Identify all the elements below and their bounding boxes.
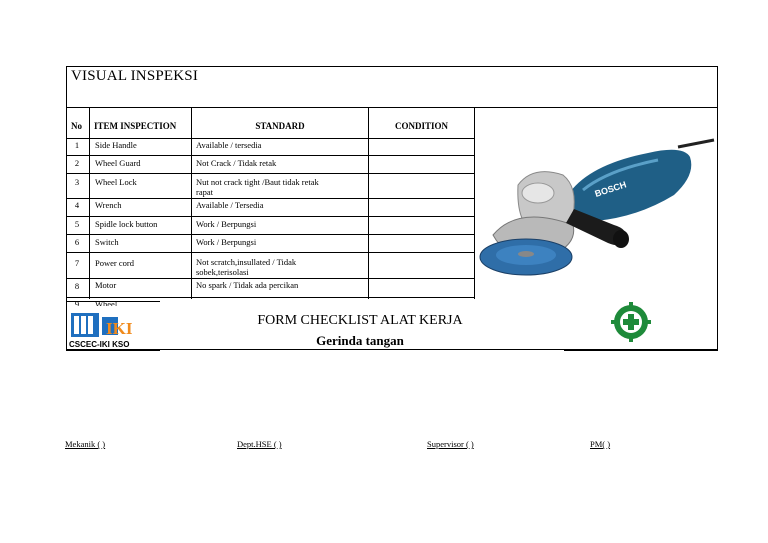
- signature-hse: Dept.HSE ( ): [237, 439, 282, 449]
- logo-top-rule: [66, 301, 160, 302]
- row-standard: Available / Tersedia: [196, 200, 264, 210]
- logo-bottom-rule: [66, 350, 160, 351]
- row-rule: [66, 252, 474, 253]
- form-subtitle: Gerinda tangan: [316, 333, 404, 348]
- col-rule: [474, 107, 475, 299]
- signature-pm: PM( ): [590, 439, 611, 449]
- row-item: Switch: [95, 237, 119, 247]
- row-standard: Work / Berpungsi: [196, 219, 257, 229]
- row-item: Wheel Guard: [95, 158, 141, 168]
- safety-cross-icon: [611, 302, 651, 342]
- table-top-rule: [66, 107, 718, 108]
- col-rule: [368, 107, 369, 299]
- row-rule: [66, 173, 474, 174]
- header-rule: [66, 138, 474, 139]
- right-bottom-rule: [564, 350, 718, 351]
- svg-text:IKI: IKI: [106, 319, 133, 338]
- svg-text:BOSCH: BOSCH: [593, 179, 628, 199]
- row-item: Side Handle: [95, 140, 137, 150]
- row-item: Power cord: [95, 258, 134, 268]
- row-number: 7: [74, 258, 80, 268]
- col-rule: [191, 107, 192, 299]
- form-title: FORM CHECKLIST ALAT KERJA: [257, 313, 463, 328]
- row-number: 2: [74, 158, 80, 168]
- row-rule: [66, 198, 474, 199]
- header-no: No: [71, 121, 82, 131]
- row-item: Wheel Lock: [95, 177, 137, 187]
- row-item: Motor: [95, 280, 117, 290]
- row-number: 4: [74, 200, 80, 210]
- row-standard: Work / Berpungsi: [196, 237, 257, 247]
- company-name: CSCEC-IKI KSO: [69, 340, 130, 349]
- angle-grinder-image: [478, 135, 716, 285]
- row-standard: Nut not crack tight /Baut tidak retak rapat: [196, 177, 319, 197]
- row-standard: No spark / Tidak ada percikan: [196, 280, 299, 290]
- row-standard: Available / tersedia: [196, 140, 262, 150]
- header-condition: CONDITION: [394, 121, 448, 131]
- row-number: 1: [74, 140, 80, 150]
- row-number: 8: [74, 281, 80, 291]
- col-rule: [89, 107, 90, 299]
- row-standard: Not Crack / Tidak retak: [196, 158, 277, 168]
- signature-mekanik: Mekanik ( ): [65, 439, 106, 449]
- row-rule: [66, 234, 474, 235]
- row-number: 3: [74, 177, 80, 187]
- row-number: 6: [74, 237, 80, 247]
- row-number: 9: [74, 299, 80, 306]
- row-number: 5: [74, 219, 80, 229]
- section-title: VISUAL INSPEKSI: [71, 68, 199, 84]
- row-item: Spidle lock button: [95, 219, 158, 229]
- row-item: Wheel: [95, 299, 118, 306]
- row-standard: Not scratch,insullated / Tidak sobek,terisolasi: [196, 257, 297, 277]
- header-standard: STANDARD: [255, 121, 305, 131]
- signature-supervisor: Supervisor ( ): [427, 439, 474, 449]
- row-rule: [66, 155, 474, 156]
- row-item: Wrench: [95, 200, 122, 210]
- header-item: ITEM INSPECTION: [94, 121, 177, 131]
- row-rule: [66, 278, 474, 279]
- row-rule: [66, 216, 474, 217]
